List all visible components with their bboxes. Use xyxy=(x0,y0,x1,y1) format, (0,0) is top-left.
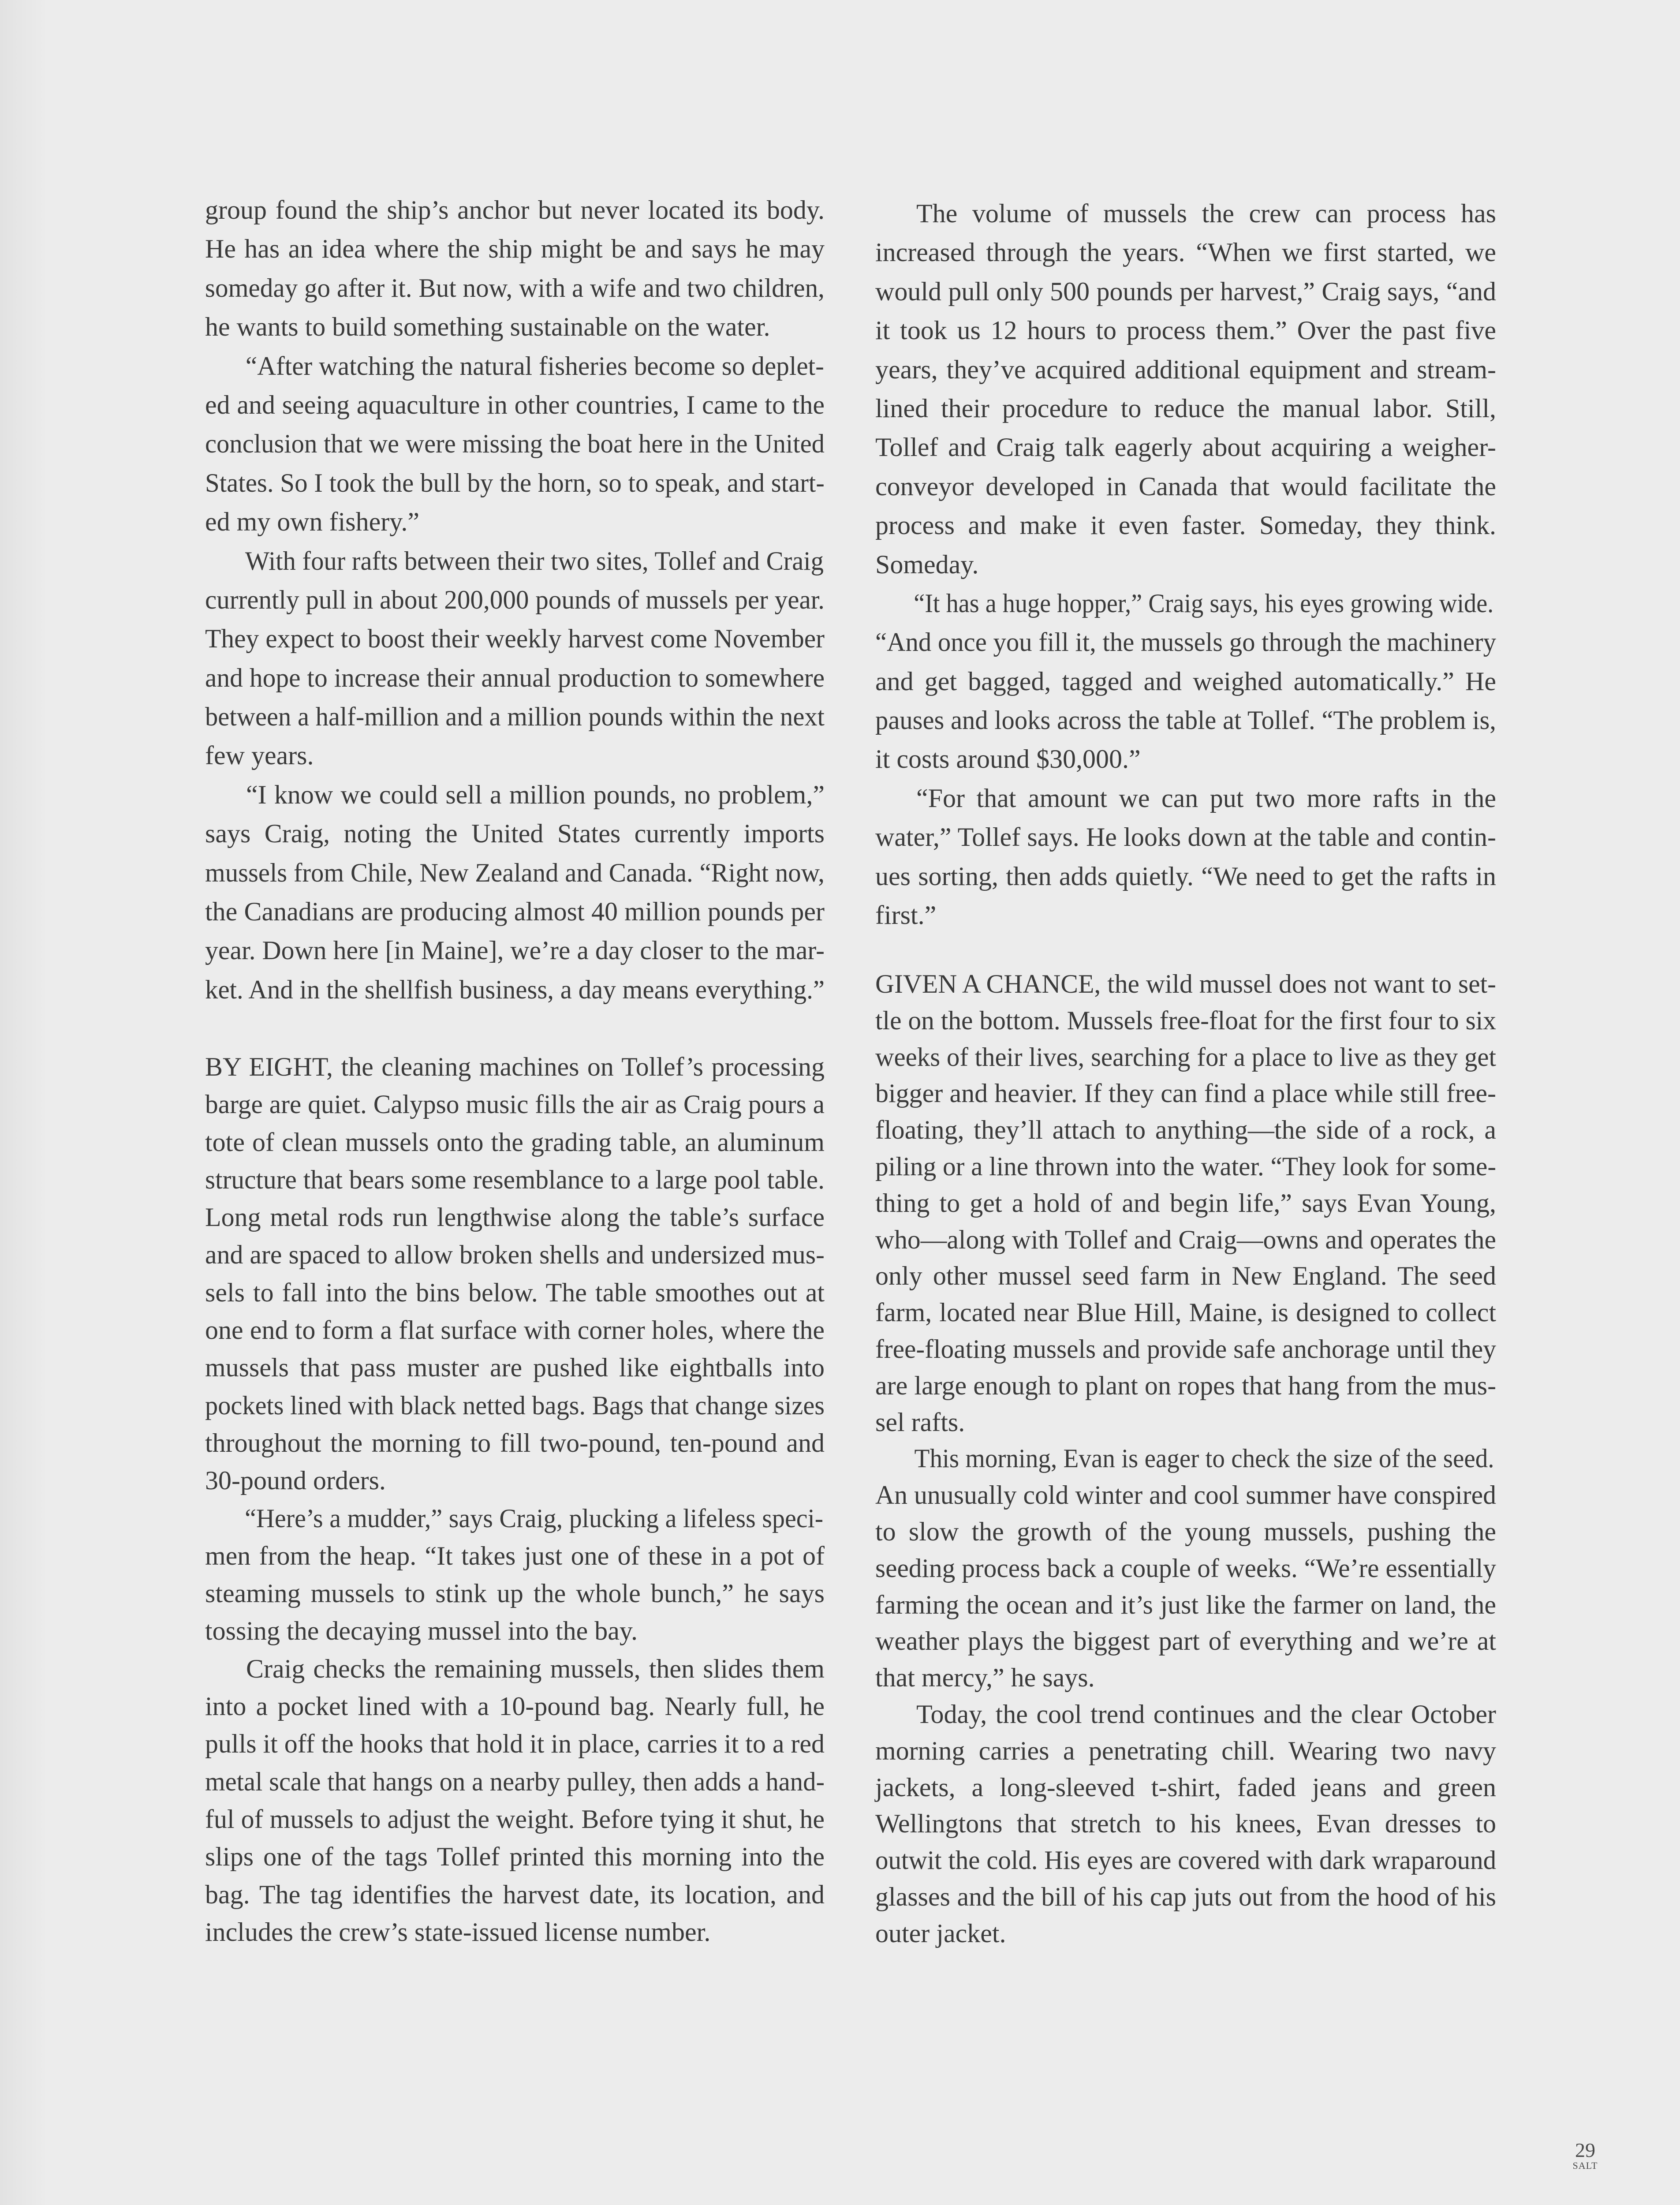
text-line: morning carries a penetrating chill. Wearing two navy xyxy=(875,1736,1497,1765)
text-line: floating, they’ll attach to anything—the side of a rock, a xyxy=(875,1115,1497,1145)
text-line: Today, the cool trend continues and the clear October xyxy=(916,1699,1497,1729)
text-line: barge are quiet. Calypso music fills the air as Craig pours a xyxy=(205,1090,825,1119)
page-folio xyxy=(1568,2140,1603,2171)
text-line: one end to form a flat surface with corner holes, where the xyxy=(205,1316,825,1345)
text-line: 30-pound orders. xyxy=(205,1466,386,1495)
text-line: ed my own fishery.” xyxy=(205,507,419,537)
text-line: bigger and heavier. If they can find a place while still free- xyxy=(875,1079,1497,1108)
text-line: and get bagged, tagged and weighed automatically.” He xyxy=(875,666,1496,696)
text-line: weeks of their lives, searching for a place to live as they get xyxy=(875,1042,1496,1072)
magazine-name: SALT xyxy=(1572,2160,1598,2171)
text-line: he wants to build something sustainable on the water. xyxy=(205,312,770,342)
text-line: Someday. xyxy=(875,549,979,579)
text-line: and are spaced to allow broken shells and undersized mus- xyxy=(205,1240,825,1270)
text-line: water,” Tollef says. He looks down at the table and contin- xyxy=(875,822,1497,852)
text-line: conveyor developed in Canada that would facilitate the xyxy=(875,471,1497,501)
text-line: are large enough to plant on ropes that hang from the mus- xyxy=(875,1371,1497,1400)
text-line: ed and seeing aquaculture in other countries, I came to the xyxy=(205,390,825,419)
text-line: “Here’s a mudder,” says Craig, plucking a lifeless speci- xyxy=(245,1503,824,1533)
text-line: weather plays the biggest part of everything and we’re at xyxy=(875,1626,1497,1656)
left-column-section-a xyxy=(205,191,825,1009)
page-number: 29 xyxy=(1575,2139,1595,2161)
text-line: BY EIGHT, the cleaning machines on Tollef’s processing xyxy=(205,1052,825,1081)
text-line: tossing the decaying mussel into the bay. xyxy=(205,1616,638,1646)
text-line: men from the heap. “It takes just one of these in a pot of xyxy=(205,1541,825,1570)
text-line: throughout the morning to fill two-pound, ten-pound and xyxy=(205,1428,825,1458)
text-line: Craig checks the remaining mussels, then slides them xyxy=(246,1654,825,1683)
text-line: outwit the cold. His eyes are covered with dark wraparound xyxy=(875,1846,1497,1875)
text-line: and hope to increase their annual production to somewhere xyxy=(205,663,825,692)
text-line: increased through the years. “When we first started, we xyxy=(875,238,1497,267)
text-line: few years. xyxy=(205,741,314,770)
text-line: “And once you fill it, the mussels go through the machinery xyxy=(875,628,1496,657)
text-line: bag. The tag identifies the harvest date, its location, and xyxy=(205,1880,825,1909)
text-line: to slow the growth of the young mussels, pushing the xyxy=(875,1517,1496,1546)
text-line: group found the ship’s anchor but never located its body. xyxy=(205,195,825,224)
text-line: currently pull in about 200,000 pounds of mussels per year. xyxy=(205,585,825,614)
text-line: Tollef and Craig talk eagerly about acquiring a weigher- xyxy=(875,433,1496,462)
text-line: thing to get a hold of and begin life,” says Evan Young, xyxy=(875,1188,1497,1218)
text-line: includes the crew’s state-issued license number. xyxy=(205,1917,711,1947)
text-line: sel rafts. xyxy=(875,1407,965,1437)
text-line: that mercy,” he says. xyxy=(875,1663,1095,1693)
text-line: slips one of the tags Tollef printed this morning into the xyxy=(205,1842,825,1872)
text-line: Wellingtons that stretch to his knees, Evan dresses to xyxy=(875,1809,1497,1839)
text-line: pauses and looks across the table at Tollef. “The problem is, xyxy=(875,706,1496,735)
text-line: years, they’ve acquired additional equipment and stream- xyxy=(875,355,1496,384)
text-line: mussels from Chile, New Zealand and Canada. “Right now, xyxy=(205,858,825,887)
text-line: it took us 12 hours to process them.” Over the past five xyxy=(875,316,1496,345)
text-line: pockets lined with black netted bags. Bags that change sizes xyxy=(205,1390,825,1420)
text-line: only other mussel seed farm in New England. The seed xyxy=(875,1261,1497,1291)
text-line: says Craig, noting the United States currently imports xyxy=(205,819,825,848)
text-line: This morning, Evan is eager to check the size of the seed. xyxy=(914,1444,1494,1473)
text-line: would pull only 500 pounds per harvest,” Craig says, “and xyxy=(875,277,1496,306)
text-line: it costs around $30,000.” xyxy=(875,744,1141,774)
text-line: seeding process back a couple of weeks. “We’re essentially xyxy=(875,1553,1496,1583)
text-line: With four rafts between their two sites, Tollef and Craig xyxy=(245,546,824,576)
text-line: year. Down here [in Maine], we’re a day closer to the mar- xyxy=(205,936,825,965)
text-line: first.” xyxy=(875,901,937,930)
text-line: outer jacket. xyxy=(875,1918,1006,1948)
right-column-section-b xyxy=(875,966,1496,1952)
text-line: steaming mussels to stink up the whole bunch,” he says xyxy=(205,1579,825,1608)
text-line: ket. And in the shellfish business, a day means everything.” xyxy=(205,975,825,1004)
text-line: ful of mussels to adjust the weight. Before tying it shut, he xyxy=(205,1804,825,1834)
text-line: tote of clean mussels onto the grading table, an aluminum xyxy=(205,1127,825,1157)
text-line: The volume of mussels the crew can process has xyxy=(916,199,1497,228)
text-line: free-floating mussels and provide safe anchorage until they xyxy=(875,1334,1496,1364)
text-line: ues sorting, then adds quietly. “We need to get the rafts in xyxy=(875,861,1496,891)
text-line: Long metal rods run lengthwise along the table’s surface xyxy=(205,1203,825,1232)
text-line: He has an idea where the ship might be and says he may xyxy=(205,234,825,264)
text-line: “I know we could sell a million pounds, no problem,” xyxy=(246,780,825,809)
page-edge-shading xyxy=(0,0,49,2205)
text-line: An unusually cold winter and cool summer have conspired xyxy=(875,1480,1497,1510)
text-line: “After watching the natural fisheries become so deplet- xyxy=(245,351,824,381)
text-line: metal scale that hangs on a nearby pulley, then adds a hand- xyxy=(205,1767,825,1796)
text-line: States. So I took the bull by the horn, so to speak, and start- xyxy=(205,468,825,497)
text-line: structure that bears some resemblance to a large pool table. xyxy=(205,1165,825,1194)
text-line: someday go after it. But now, with a wife and two children, xyxy=(205,273,825,303)
text-line: process and make it even faster. Someday, they think. xyxy=(875,511,1497,540)
text-line: farm, located near Blue Hill, Maine, is designed to collect xyxy=(875,1298,1497,1327)
text-line: sels to fall into the bins below. The table smoothes out at xyxy=(205,1278,825,1307)
text-line: tle on the bottom. Mussels free-float for the first four to six xyxy=(875,1005,1497,1035)
text-line: into a pocket lined with a 10-pound bag. Nearly full, he xyxy=(205,1692,825,1721)
text-line: They expect to boost their weekly harvest come November xyxy=(205,624,825,654)
left-column-section-b xyxy=(205,1048,825,1951)
right-column-section-a xyxy=(875,194,1496,934)
text-line: “For that amount we can put two more rafts in the xyxy=(916,783,1496,813)
text-line: jackets, a long-sleeved t-shirt, faded jeans and green xyxy=(875,1772,1497,1802)
text-line: GIVEN A CHANCE, the wild mussel does not want to set- xyxy=(875,969,1497,998)
text-line: the Canadians are producing almost 40 million pounds per xyxy=(205,897,825,927)
text-line: farming the ocean and it’s just like the farmer on land, the xyxy=(875,1590,1497,1619)
text-line: who—along with Tollef and Craig—owns and operates the xyxy=(875,1225,1497,1254)
text-line: between a half-million and a million pounds within the next xyxy=(205,702,825,732)
text-line: pulls it off the hooks that hold it in place, carries it to a red xyxy=(205,1729,825,1759)
text-line: lined their procedure to reduce the manual labor. Still, xyxy=(875,393,1497,423)
text-line: glasses and the bill of his cap juts out from the hood of his xyxy=(875,1882,1496,1911)
text-line: piling or a line thrown into the water. “They look for some- xyxy=(875,1151,1497,1181)
text-line: mussels that pass muster are pushed like eightballs into xyxy=(205,1353,825,1383)
text-line: “It has a huge hopper,” Craig says, his eyes growing wide. xyxy=(914,588,1494,618)
text-line: conclusion that we were missing the boat here in the United xyxy=(205,429,825,459)
